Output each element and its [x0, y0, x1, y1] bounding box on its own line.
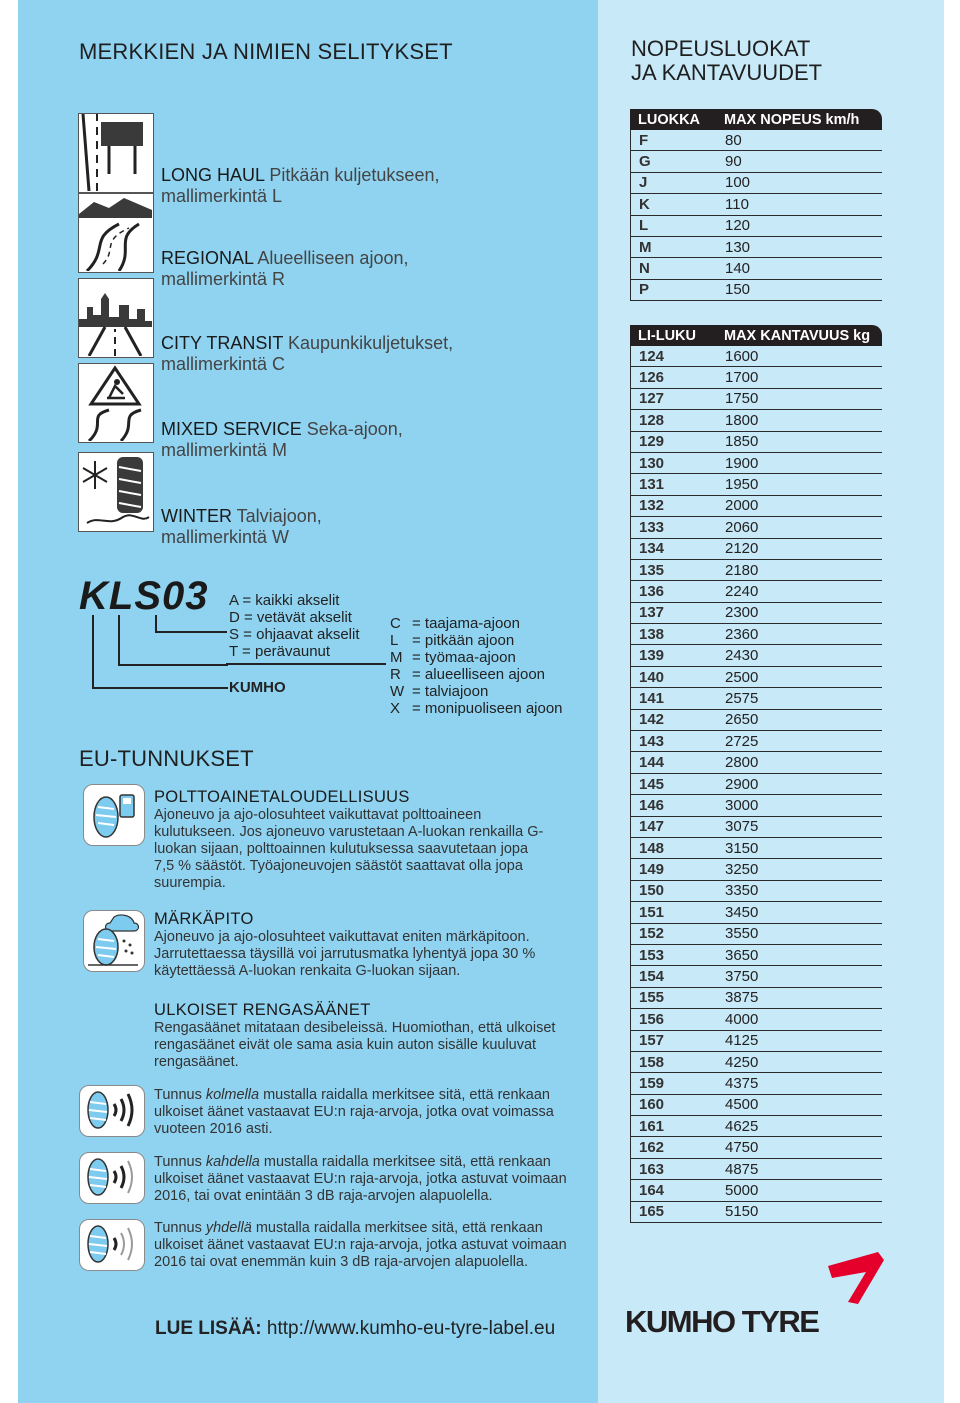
table-cell-value: 5150 — [725, 1203, 759, 1221]
table-row — [631, 1116, 882, 1137]
table-cell-value: 1800 — [725, 411, 759, 429]
table-cell-code: 149 — [639, 861, 665, 879]
segment-desc: Kaupunkikuljetukset, — [283, 333, 454, 353]
brand-bracket — [92, 615, 228, 689]
usage-key: C — [390, 615, 401, 632]
segment-city-transit — [161, 333, 453, 375]
table-cell-value: 4125 — [725, 1032, 759, 1050]
noise-section — [154, 1001, 584, 1071]
table-cell-value: 2650 — [725, 711, 759, 729]
table-row — [631, 130, 882, 151]
table-row — [631, 603, 882, 624]
table-cell-code: N — [639, 260, 650, 278]
table-cell-code: 163 — [639, 1160, 665, 1178]
body-line: rengasäänet. — [154, 1054, 239, 1070]
usage-value: = monipuoliseen ajoon — [412, 700, 563, 717]
table-row — [631, 924, 882, 945]
text-part: Tunnus — [154, 1154, 206, 1170]
header-col1: LUOKKA — [638, 111, 701, 128]
table-cell-code: 155 — [639, 989, 665, 1007]
table-cell-value: 2900 — [725, 775, 759, 793]
header-col2: MAX NOPEUS km/h — [724, 111, 860, 128]
model-code: KLS03 — [79, 574, 209, 618]
table-cell-code: 160 — [639, 1096, 665, 1114]
axle-item: D = vetävät akselit — [229, 609, 352, 626]
body-line: Jarrutettaessa täysillä voi jarrutusmatka lyhentyä jopa 30 % — [154, 946, 536, 962]
table-cell-code: 127 — [639, 390, 665, 408]
load-table-body — [630, 346, 882, 1223]
table-row — [631, 367, 882, 388]
text-part: mustalla raidalla merkitsee sitä, että renkaan — [251, 1220, 543, 1236]
table-cell-value: 3750 — [725, 968, 759, 986]
table-cell-code: 139 — [639, 647, 665, 665]
table-cell-code: 143 — [639, 732, 665, 750]
segment-long-haul — [161, 165, 439, 207]
table-row — [631, 645, 882, 666]
table-row — [631, 280, 882, 301]
header-col2: MAX KANTAVUUS kg — [724, 327, 871, 344]
table-row — [631, 474, 882, 495]
table-cell-value: 3450 — [725, 903, 759, 921]
table-cell-value: 1600 — [725, 347, 759, 365]
table-cell-code: 142 — [639, 711, 665, 729]
long-haul-icon — [78, 113, 154, 193]
body-line: suurempia. — [154, 875, 226, 891]
table-row — [631, 902, 882, 923]
table-row — [631, 688, 882, 709]
table-cell-code: 156 — [639, 1010, 665, 1028]
table-cell-value: 100 — [725, 174, 751, 192]
table-row — [631, 817, 882, 838]
table-cell-value: 4375 — [725, 1074, 759, 1092]
noise-three-text — [154, 1087, 594, 1138]
segment-code: mallimerkintä M — [161, 440, 288, 460]
read-more-label: LUE LISÄÄ: — [155, 1318, 262, 1339]
table-cell-code: 145 — [639, 775, 665, 793]
table-cell-code: 128 — [639, 411, 665, 429]
noise-three-waves-icon — [79, 1085, 145, 1137]
table-row — [631, 258, 882, 279]
body-line: 2016 tai ovat enemmän kuin 3 dB raja-arvojen alapuolella. — [154, 1254, 529, 1270]
usage-key: X — [390, 700, 401, 717]
regional-icon — [78, 193, 154, 273]
segment-name: CITY TRANSIT — [161, 333, 284, 353]
brand-logo-text: KUMHO TYRE — [625, 1304, 819, 1339]
usage-item — [390, 615, 563, 632]
table-row — [631, 453, 882, 474]
usage-key: M — [390, 649, 403, 666]
table-cell-value: 150 — [725, 281, 751, 299]
speed-table-header — [630, 109, 882, 130]
load-table — [630, 325, 882, 1223]
table-cell-value: 2300 — [725, 604, 759, 622]
table-cell-value: 4875 — [725, 1160, 759, 1178]
table-cell-value: 1700 — [725, 369, 759, 387]
mixed-service-icon — [78, 363, 154, 443]
usage-list — [390, 615, 563, 717]
table-cell-code: P — [639, 281, 650, 299]
segment-winter — [161, 506, 322, 548]
table-cell-value: 5000 — [725, 1181, 759, 1199]
winter-snowflake-icon — [78, 452, 154, 532]
table-cell-value: 3250 — [725, 861, 759, 879]
table-cell-value: 3550 — [725, 925, 759, 943]
table-cell-code: F — [639, 131, 649, 149]
table-cell-code: 130 — [639, 454, 665, 472]
table-cell-value: 2240 — [725, 582, 759, 600]
table-cell-value: 2060 — [725, 518, 759, 536]
noise-two-text — [154, 1154, 594, 1205]
table-row — [631, 1159, 882, 1180]
table-cell-value: 2725 — [725, 732, 759, 750]
segment-code: mallimerkintä L — [161, 186, 283, 206]
body-line: käytettäessä A-luokan renkaita G-luokan sijaan. — [154, 963, 461, 979]
segment-regional — [161, 248, 408, 290]
table-cell-code: 138 — [639, 625, 665, 643]
table-row — [631, 1052, 882, 1073]
segment-name: LONG HAUL — [161, 165, 265, 185]
usage-item — [390, 700, 563, 717]
brand-logo-mark — [826, 1250, 888, 1308]
table-row — [631, 966, 882, 987]
usage-key: W — [390, 683, 405, 700]
axle-item: A = kaikki akselit — [229, 592, 340, 609]
table-cell-code: 159 — [639, 1074, 665, 1092]
section-title: MERKKIEN JA NIMIEN SELITYKSET — [79, 39, 453, 64]
table-cell-value: 2800 — [725, 754, 759, 772]
body-line: Ajoneuvo ja ajo-olosuhteet vaikuttavat eniten märkäpitoon. — [154, 929, 530, 945]
table-cell-value: 4625 — [725, 1117, 759, 1135]
text-part: mustalla raidalla merkitsee sitä, että renkaan — [259, 1087, 550, 1103]
body-line: vuoteen 2016 asti. — [154, 1121, 273, 1137]
noise-title: ULKOISET RENGASÄÄNET — [154, 1001, 371, 1019]
table-row — [631, 517, 882, 538]
body-line: rengasäänet eivät ole sama asia kuin auton sisälle kuuluvat — [154, 1037, 537, 1053]
table-row — [631, 774, 882, 795]
segment-desc: Seka-ajoon, — [301, 419, 403, 439]
wet-section — [154, 910, 584, 980]
load-table-header — [630, 325, 882, 346]
segment-desc: Talviajoon, — [232, 506, 322, 526]
body-line: kulutukseen. Jos ajoneuvo varustetaan A-luokan renkailla G- — [154, 824, 544, 840]
fuel-section — [154, 788, 584, 892]
right-title — [631, 37, 822, 85]
speed-table-body — [630, 130, 882, 301]
usage-value: = taajama-ajoon — [412, 615, 520, 632]
table-cell-value: 80 — [725, 131, 742, 149]
text-part: Tunnus — [154, 1087, 206, 1103]
table-cell-code: 126 — [639, 369, 665, 387]
emphasis: yhdellä — [205, 1220, 252, 1236]
table-row — [631, 346, 882, 367]
table-row — [631, 795, 882, 816]
table-row — [631, 1180, 882, 1201]
table-cell-value: 1950 — [725, 476, 759, 494]
eu-title: EU-TUNNUKSET — [79, 746, 254, 771]
header-col1: LI-LUKU — [638, 327, 696, 344]
table-cell-value: 2180 — [725, 561, 759, 579]
table-cell-value: 1850 — [725, 433, 759, 451]
usage-item — [390, 649, 563, 666]
table-row — [631, 194, 882, 215]
table-cell-code: 157 — [639, 1032, 665, 1050]
table-row — [631, 1073, 882, 1094]
table-row — [631, 838, 882, 859]
axle-item: T = perävaunut — [229, 643, 331, 660]
table-cell-value: 2360 — [725, 625, 759, 643]
usage-connector — [226, 663, 386, 665]
right-title-line1: NOPEUSLUOKAT — [631, 36, 811, 61]
body-line: 2016, tai ovat enintään 3 dB raja-arvojen alapuolella. — [154, 1188, 493, 1204]
table-cell-value: 90 — [725, 153, 742, 171]
fuel-title: POLTTOAINETALOUDELLISUUS — [154, 788, 410, 806]
table-cell-value: 110 — [725, 195, 749, 213]
body-line: 7,5 % säästöt. Työajoneuvojen säästöt saattavat olla jopa — [154, 858, 523, 874]
table-row — [631, 389, 882, 410]
table-cell-code: 152 — [639, 925, 665, 943]
usage-value: = pitkään ajoon — [412, 632, 515, 649]
table-row — [631, 432, 882, 453]
segment-mixed-service — [161, 419, 403, 461]
table-cell-code: 148 — [639, 839, 665, 857]
table-cell-code: 147 — [639, 818, 665, 836]
emphasis: kahdella — [205, 1154, 260, 1170]
table-row — [631, 624, 882, 645]
table-cell-value: 4000 — [725, 1010, 759, 1028]
table-cell-value: 3000 — [725, 796, 759, 814]
body-line: ulkoiset äänet vastaavat EU:n raja-arvoja, jotka astuvat voimaan — [154, 1171, 567, 1187]
usage-value: = talviajoon — [412, 683, 489, 700]
table-cell-code: 141 — [639, 689, 665, 707]
table-cell-code: 134 — [639, 540, 665, 558]
axle-list — [229, 592, 360, 660]
segment-desc: Pitkään kuljetukseen, — [264, 165, 440, 185]
wet-title: MÄRKÄPITO — [154, 910, 254, 928]
table-row — [631, 881, 882, 902]
table-cell-code: J — [639, 174, 648, 192]
usage-item — [390, 632, 563, 649]
table-cell-code: 150 — [639, 882, 665, 900]
table-cell-code: 158 — [639, 1053, 665, 1071]
table-row — [631, 945, 882, 966]
usage-item — [390, 683, 563, 700]
table-cell-code: G — [639, 153, 651, 171]
table-row — [631, 151, 882, 172]
table-cell-code: 140 — [639, 668, 665, 686]
table-row — [631, 410, 882, 431]
table-cell-code: 164 — [639, 1181, 665, 1199]
table-cell-code: 146 — [639, 796, 665, 814]
table-cell-code: 161 — [639, 1117, 665, 1135]
table-row — [631, 216, 882, 237]
text-part: Tunnus — [154, 1220, 206, 1236]
table-row — [631, 667, 882, 688]
table-cell-code: 154 — [639, 968, 665, 986]
fuel-pump-icon — [83, 784, 145, 846]
table-cell-value: 3350 — [725, 882, 759, 900]
brand-code: KUMHO — [229, 679, 286, 696]
table-cell-value: 2500 — [725, 668, 759, 686]
table-row — [631, 710, 882, 731]
table-cell-code: 137 — [639, 604, 665, 622]
table-row — [631, 731, 882, 752]
table-row — [631, 752, 882, 773]
read-more — [155, 1318, 555, 1340]
table-cell-code: 133 — [639, 518, 665, 536]
noise-body — [154, 1020, 584, 1071]
table-row — [631, 237, 882, 258]
table-row — [631, 988, 882, 1009]
noise-one-text — [154, 1220, 594, 1271]
right-title-line2: JA KANTAVUUDET — [631, 60, 823, 85]
emphasis: kolmella — [205, 1087, 260, 1103]
read-more-link[interactable]: http://www.kumho-eu-tyre-label.eu — [261, 1318, 556, 1339]
segment-code: mallimerkintä C — [161, 354, 286, 374]
table-cell-code: 165 — [639, 1203, 665, 1221]
table-cell-value: 4750 — [725, 1139, 759, 1157]
fuel-body — [154, 807, 584, 892]
table-cell-code: 129 — [639, 433, 665, 451]
table-cell-value: 2430 — [725, 647, 759, 665]
segment-code: mallimerkintä W — [161, 527, 290, 547]
segment-name: MIXED SERVICE — [161, 419, 302, 439]
table-cell-value: 120 — [725, 217, 751, 235]
table-row — [631, 1202, 882, 1223]
table-cell-value: 1900 — [725, 454, 759, 472]
usage-item — [390, 666, 563, 683]
table-row — [631, 173, 882, 194]
wet-body — [154, 929, 584, 980]
table-cell-value: 2000 — [725, 497, 759, 515]
body-line: Ajoneuvo ja ajo-olosuhteet vaikuttavat polttoaineen — [154, 807, 482, 823]
segment-name: REGIONAL — [161, 248, 254, 268]
table-cell-code: 144 — [639, 754, 665, 772]
table-cell-code: 151 — [639, 903, 665, 921]
noise-one-wave-icon — [79, 1219, 145, 1271]
usage-value: = alueelliseen ajoon — [412, 666, 546, 683]
city-transit-icon — [78, 278, 154, 358]
body-line: ulkoiset äänet vastaavat EU:n raja-arvoja, jotka ovat voimassa — [154, 1104, 554, 1120]
table-cell-value: 2120 — [725, 540, 759, 558]
table-cell-value: 3075 — [725, 818, 759, 836]
table-row — [631, 1137, 882, 1158]
table-cell-code: K — [639, 195, 650, 213]
table-cell-value: 4250 — [725, 1053, 759, 1071]
table-cell-code: 124 — [639, 347, 665, 365]
table-cell-code: 136 — [639, 582, 665, 600]
segment-name: WINTER — [161, 506, 232, 526]
table-row — [631, 1095, 882, 1116]
segment-desc: Alueelliseen ajoon, — [253, 248, 409, 268]
table-cell-code: M — [639, 238, 652, 256]
table-cell-value: 3650 — [725, 946, 759, 964]
table-cell-value: 3150 — [725, 839, 759, 857]
usage-key: R — [390, 666, 401, 683]
noise-two-waves-icon — [79, 1152, 145, 1204]
body-line: ulkoiset äänet vastaavat EU:n raja-arvoja, jotka astuvat voimaan — [154, 1237, 567, 1253]
segment-code: mallimerkintä R — [161, 269, 286, 289]
table-cell-code: 132 — [639, 497, 665, 515]
table-row — [631, 1009, 882, 1030]
wet-grip-icon — [83, 910, 145, 972]
speed-table — [630, 109, 882, 301]
table-cell-code: 135 — [639, 561, 665, 579]
table-row — [631, 539, 882, 560]
table-cell-code: 162 — [639, 1139, 665, 1157]
table-cell-code: L — [639, 217, 649, 235]
table-cell-value: 3875 — [725, 989, 759, 1007]
table-cell-value: 2575 — [725, 689, 759, 707]
table-cell-code: 153 — [639, 946, 665, 964]
body-line: luokan sijaan, polttoainnen kulutuksessa saavutetaan jopa — [154, 841, 529, 857]
table-cell-value: 130 — [725, 238, 751, 256]
table-cell-value: 140 — [725, 260, 751, 278]
table-cell-value: 1750 — [725, 390, 759, 408]
table-row — [631, 1031, 882, 1052]
table-row — [631, 581, 882, 602]
text-part: mustalla raidalla merkitsee sitä, että renkaan — [259, 1154, 551, 1170]
table-row — [631, 560, 882, 581]
table-cell-value: 4500 — [725, 1096, 759, 1114]
table-row — [631, 496, 882, 517]
axle-item: S = ohjaavat akselit — [229, 626, 360, 643]
body-line: Rengasäänet mitataan desibeleissä. Huomiothan, että ulkoiset — [154, 1020, 556, 1036]
table-row — [631, 859, 882, 880]
usage-value: = työmaa-ajoon — [412, 649, 516, 666]
table-cell-code: 131 — [639, 476, 665, 494]
usage-key: L — [390, 632, 399, 649]
